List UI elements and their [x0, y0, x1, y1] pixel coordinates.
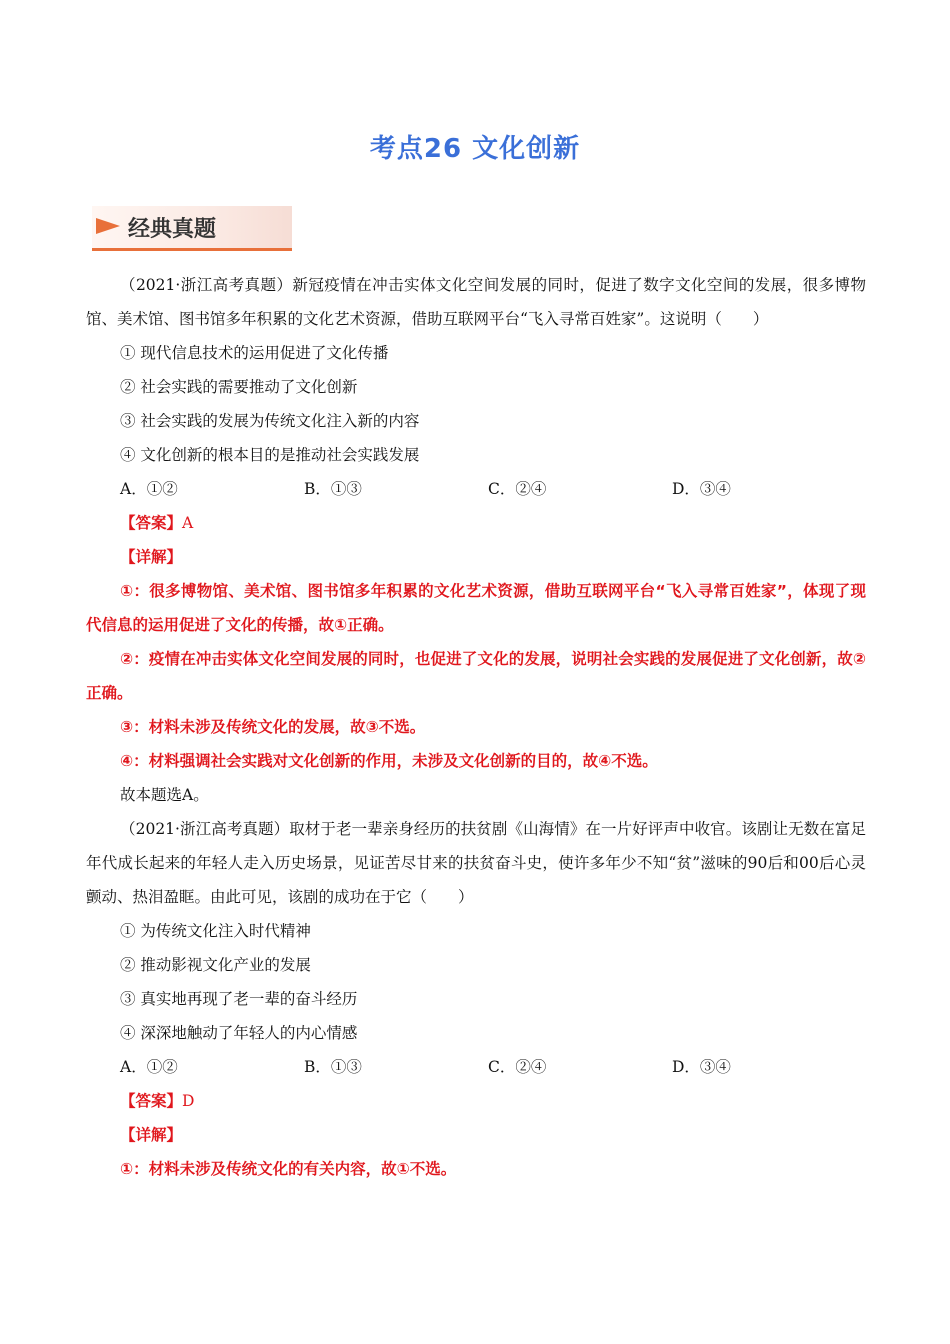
conclusion: 故本题选A。: [120, 786, 209, 804]
answer-options: [86, 1050, 866, 1084]
question-stem: （2021·浙江高考真题）新冠疫情在冲击实体文化空间发展的同时，促进了数字文化空间的发展，很多博物馆、美术馆、图书馆多年积累的文化艺术资源，借助互联网平台“飞入寻常百姓家”。这说明（ ）: [86, 276, 866, 328]
option-c: C．②④: [488, 480, 547, 498]
explanation: ③：材料未涉及传统文化的发展，故③不选。: [120, 718, 426, 736]
explanation: ④：材料强调社会实践对文化创新的作用，未涉及文化创新的目的，故④不选。: [120, 752, 658, 770]
explanation: ①：材料未涉及传统文化的有关内容，故①不选。: [120, 1160, 457, 1178]
statement-item: ④ 深深地触动了年轻人的内心情感: [120, 1024, 358, 1042]
statement-item: ① 现代信息技术的运用促进了文化传播: [120, 344, 389, 362]
option-d: D．③④: [672, 1058, 731, 1076]
option-d: D．③④: [672, 480, 731, 498]
statement-item: ③ 真实地再现了老一辈的奋斗经历: [120, 990, 358, 1008]
answer-label: 【答案】: [120, 1092, 183, 1110]
question-content: [86, 268, 866, 1186]
answer-line: [86, 1084, 866, 1118]
arrow-icon: [96, 218, 120, 234]
detail-label: 【详解】: [120, 548, 183, 566]
option-b: B．①③: [304, 1058, 362, 1076]
answer-options: [86, 472, 866, 506]
section-banner: [92, 206, 292, 251]
section-title: 经典真题: [128, 217, 217, 242]
statement-item: ② 推动影视文化产业的发展: [120, 956, 311, 974]
option-a: A．①②: [120, 480, 178, 498]
statement-item: ① 为传统文化注入时代精神: [120, 922, 311, 940]
answer-value: D: [182, 1092, 195, 1110]
answer-label: 【答案】: [120, 514, 183, 532]
option-a: A．①②: [120, 1058, 178, 1076]
page-title: 考点26 文化创新: [369, 134, 581, 164]
explanation: ②：疫情在冲击实体文化空间发展的同时，也促进了文化的发展，说明社会实践的发展促进了文化创新，故②正确。: [86, 650, 866, 702]
answer-value: A: [182, 514, 194, 532]
statement-item: ② 社会实践的需要推动了文化创新: [120, 378, 358, 396]
statement-item: ③ 社会实践的发展为传统文化注入新的内容: [120, 412, 420, 430]
question-stem: （2021·浙江高考真题）取材于老一辈亲身经历的扶贫剧《山海情》在一片好评声中收官。该剧让无数在富足年代成长起来的年轻人走入历史场景，见证苦尽甘来的扶贫奋斗史，使许多年少不知“贫”滋味的90后和00后心灵颤动、热泪盈眶。由此可见，该剧的成功在于它（ ）: [86, 820, 866, 906]
answer-line: [86, 506, 866, 540]
explanation: ①：很多博物馆、美术馆、图书馆多年积累的文化艺术资源，借助互联网平台“飞入寻常百姓家”，体现了现代信息的运用促进了文化的传播，故①正确。: [86, 582, 866, 634]
option-c: C．②④: [488, 1058, 547, 1076]
detail-label: 【详解】: [120, 1126, 183, 1144]
statement-item: ④ 文化创新的根本目的是推动社会实践发展: [120, 446, 420, 464]
option-b: B．①③: [304, 480, 362, 498]
